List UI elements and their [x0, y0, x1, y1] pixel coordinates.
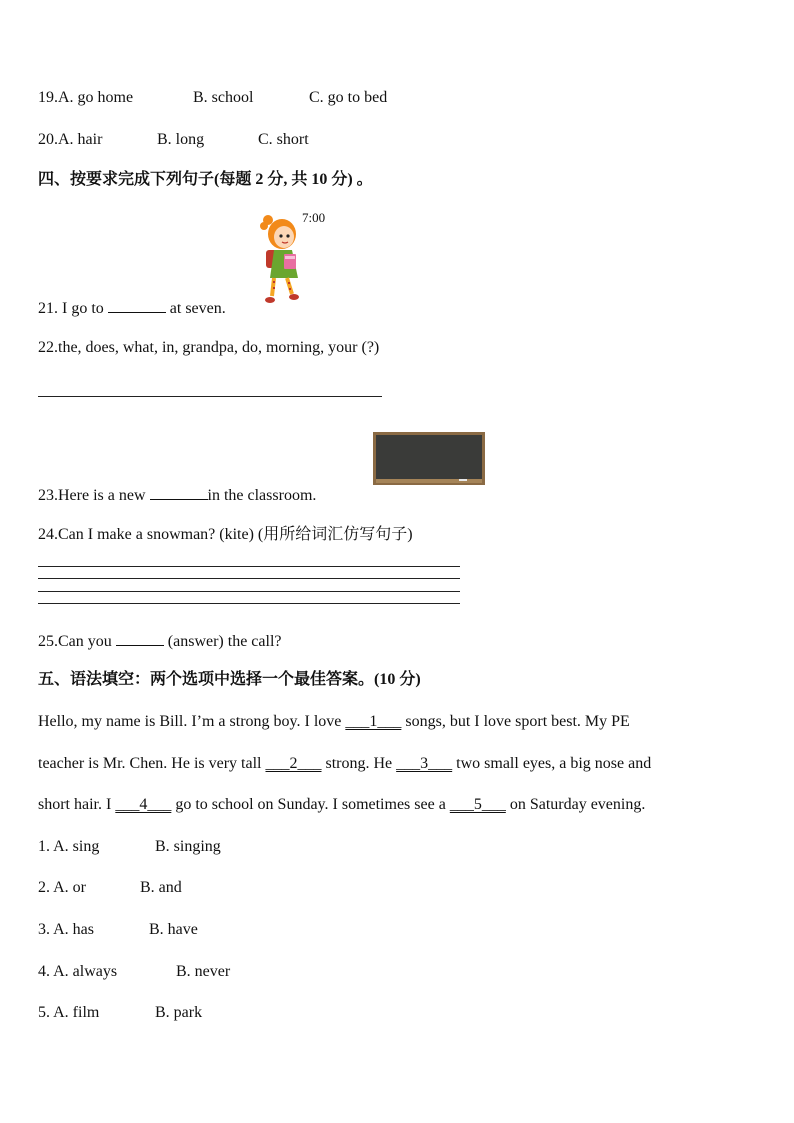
question-number: 21.: [38, 300, 58, 317]
blank-1[interactable]: ___1___: [345, 713, 402, 730]
girl-with-schoolbag-illustration: [254, 212, 310, 308]
question-text: (answer) the call?: [163, 633, 282, 650]
question-number: 25.: [38, 633, 58, 650]
passage-text: teacher is Mr. Chen. He is very tall: [38, 755, 266, 772]
question-text: Can you: [58, 633, 116, 650]
answer-line[interactable]: [38, 566, 460, 567]
choice-row-1: [38, 837, 221, 857]
answer-line[interactable]: [38, 591, 460, 592]
question-text: the, does, what, in, grandpa, do, morning, your (?): [58, 339, 380, 356]
question-text: at seven.: [165, 300, 226, 317]
clock-time-label: 7:00: [302, 210, 326, 225]
blank-4[interactable]: ___4___: [115, 796, 172, 813]
blank-2[interactable]: ___2___: [265, 755, 322, 772]
question-number: 24.: [38, 526, 58, 543]
passage-line-1: [38, 712, 630, 732]
passage-text: go to school on Sunday. I sometimes see a: [171, 796, 450, 813]
answer-line[interactable]: [38, 603, 460, 604]
choice-b[interactable]: B. and: [140, 879, 182, 896]
section-5-title: 五、语法填空：两个选项中选择一个最佳答案。(10 分): [38, 671, 421, 688]
question-text: in the classroom.: [207, 487, 317, 504]
question-22: [38, 338, 379, 358]
question-24: [38, 525, 413, 545]
blackboard-illustration: [373, 432, 485, 485]
passage-text: on Saturday evening.: [505, 796, 646, 813]
choice-b[interactable]: B. have: [149, 921, 198, 938]
passage-text: Hello, my name is Bill. I’m a strong boy. I love: [38, 713, 346, 730]
answer-line[interactable]: [38, 396, 382, 397]
choice-b[interactable]: B. singing: [155, 838, 221, 855]
question-number: 22.: [38, 339, 58, 356]
choice-a[interactable]: 2. A. or: [38, 879, 86, 896]
section-4-title: 四、按要求完成下列句子(每题 2 分, 共 10 分) 。: [38, 171, 373, 188]
question-number: 19.: [38, 89, 58, 106]
choice-row-2: [38, 878, 182, 898]
question-text: I go to: [58, 300, 108, 317]
question-23: [38, 483, 316, 506]
question-text: Can I make a snowman? (kite) (用所给词汇仿写句子): [58, 526, 413, 543]
passage-text: short hair. I: [38, 796, 116, 813]
option-b: B. long: [157, 131, 205, 148]
question-number: 20.: [38, 131, 58, 148]
blank-3[interactable]: ___3___: [396, 755, 453, 772]
passage-text: strong. He: [321, 755, 397, 772]
question-text: Here is a new: [58, 487, 150, 504]
question-21: [38, 296, 226, 319]
answer-blank[interactable]: [150, 483, 208, 500]
choice-a[interactable]: 5. A. film: [38, 1004, 100, 1021]
choice-a[interactable]: 1. A. sing: [38, 838, 100, 855]
choice-row-3: [38, 920, 198, 940]
question-25: [38, 629, 282, 652]
choice-b[interactable]: B. never: [176, 963, 231, 980]
passage-text: two small eyes, a big nose and: [452, 755, 652, 772]
passage-line-2: [38, 754, 651, 774]
option-a: A. go home: [58, 89, 134, 106]
question-19: [38, 88, 388, 108]
passage-line-3: [38, 795, 645, 815]
question-number: 23.: [38, 487, 58, 504]
choice-a[interactable]: 4. A. always: [38, 963, 118, 980]
choice-row-4: [38, 962, 231, 982]
answer-line[interactable]: [38, 578, 460, 579]
option-a: A. hair: [58, 131, 103, 148]
option-c: C. short: [258, 131, 309, 148]
choice-a[interactable]: 3. A. has: [38, 921, 94, 938]
option-b: B. school: [193, 89, 254, 106]
answer-blank[interactable]: [108, 296, 166, 313]
answer-blank[interactable]: [116, 629, 164, 646]
passage-text: songs, but I love sport best. My PE: [401, 713, 630, 730]
blank-5[interactable]: ___5___: [449, 796, 506, 813]
choice-b[interactable]: B. park: [155, 1004, 203, 1021]
option-c: C. go to bed: [309, 89, 388, 106]
question-20: [38, 130, 309, 150]
choice-row-5: [38, 1003, 203, 1023]
